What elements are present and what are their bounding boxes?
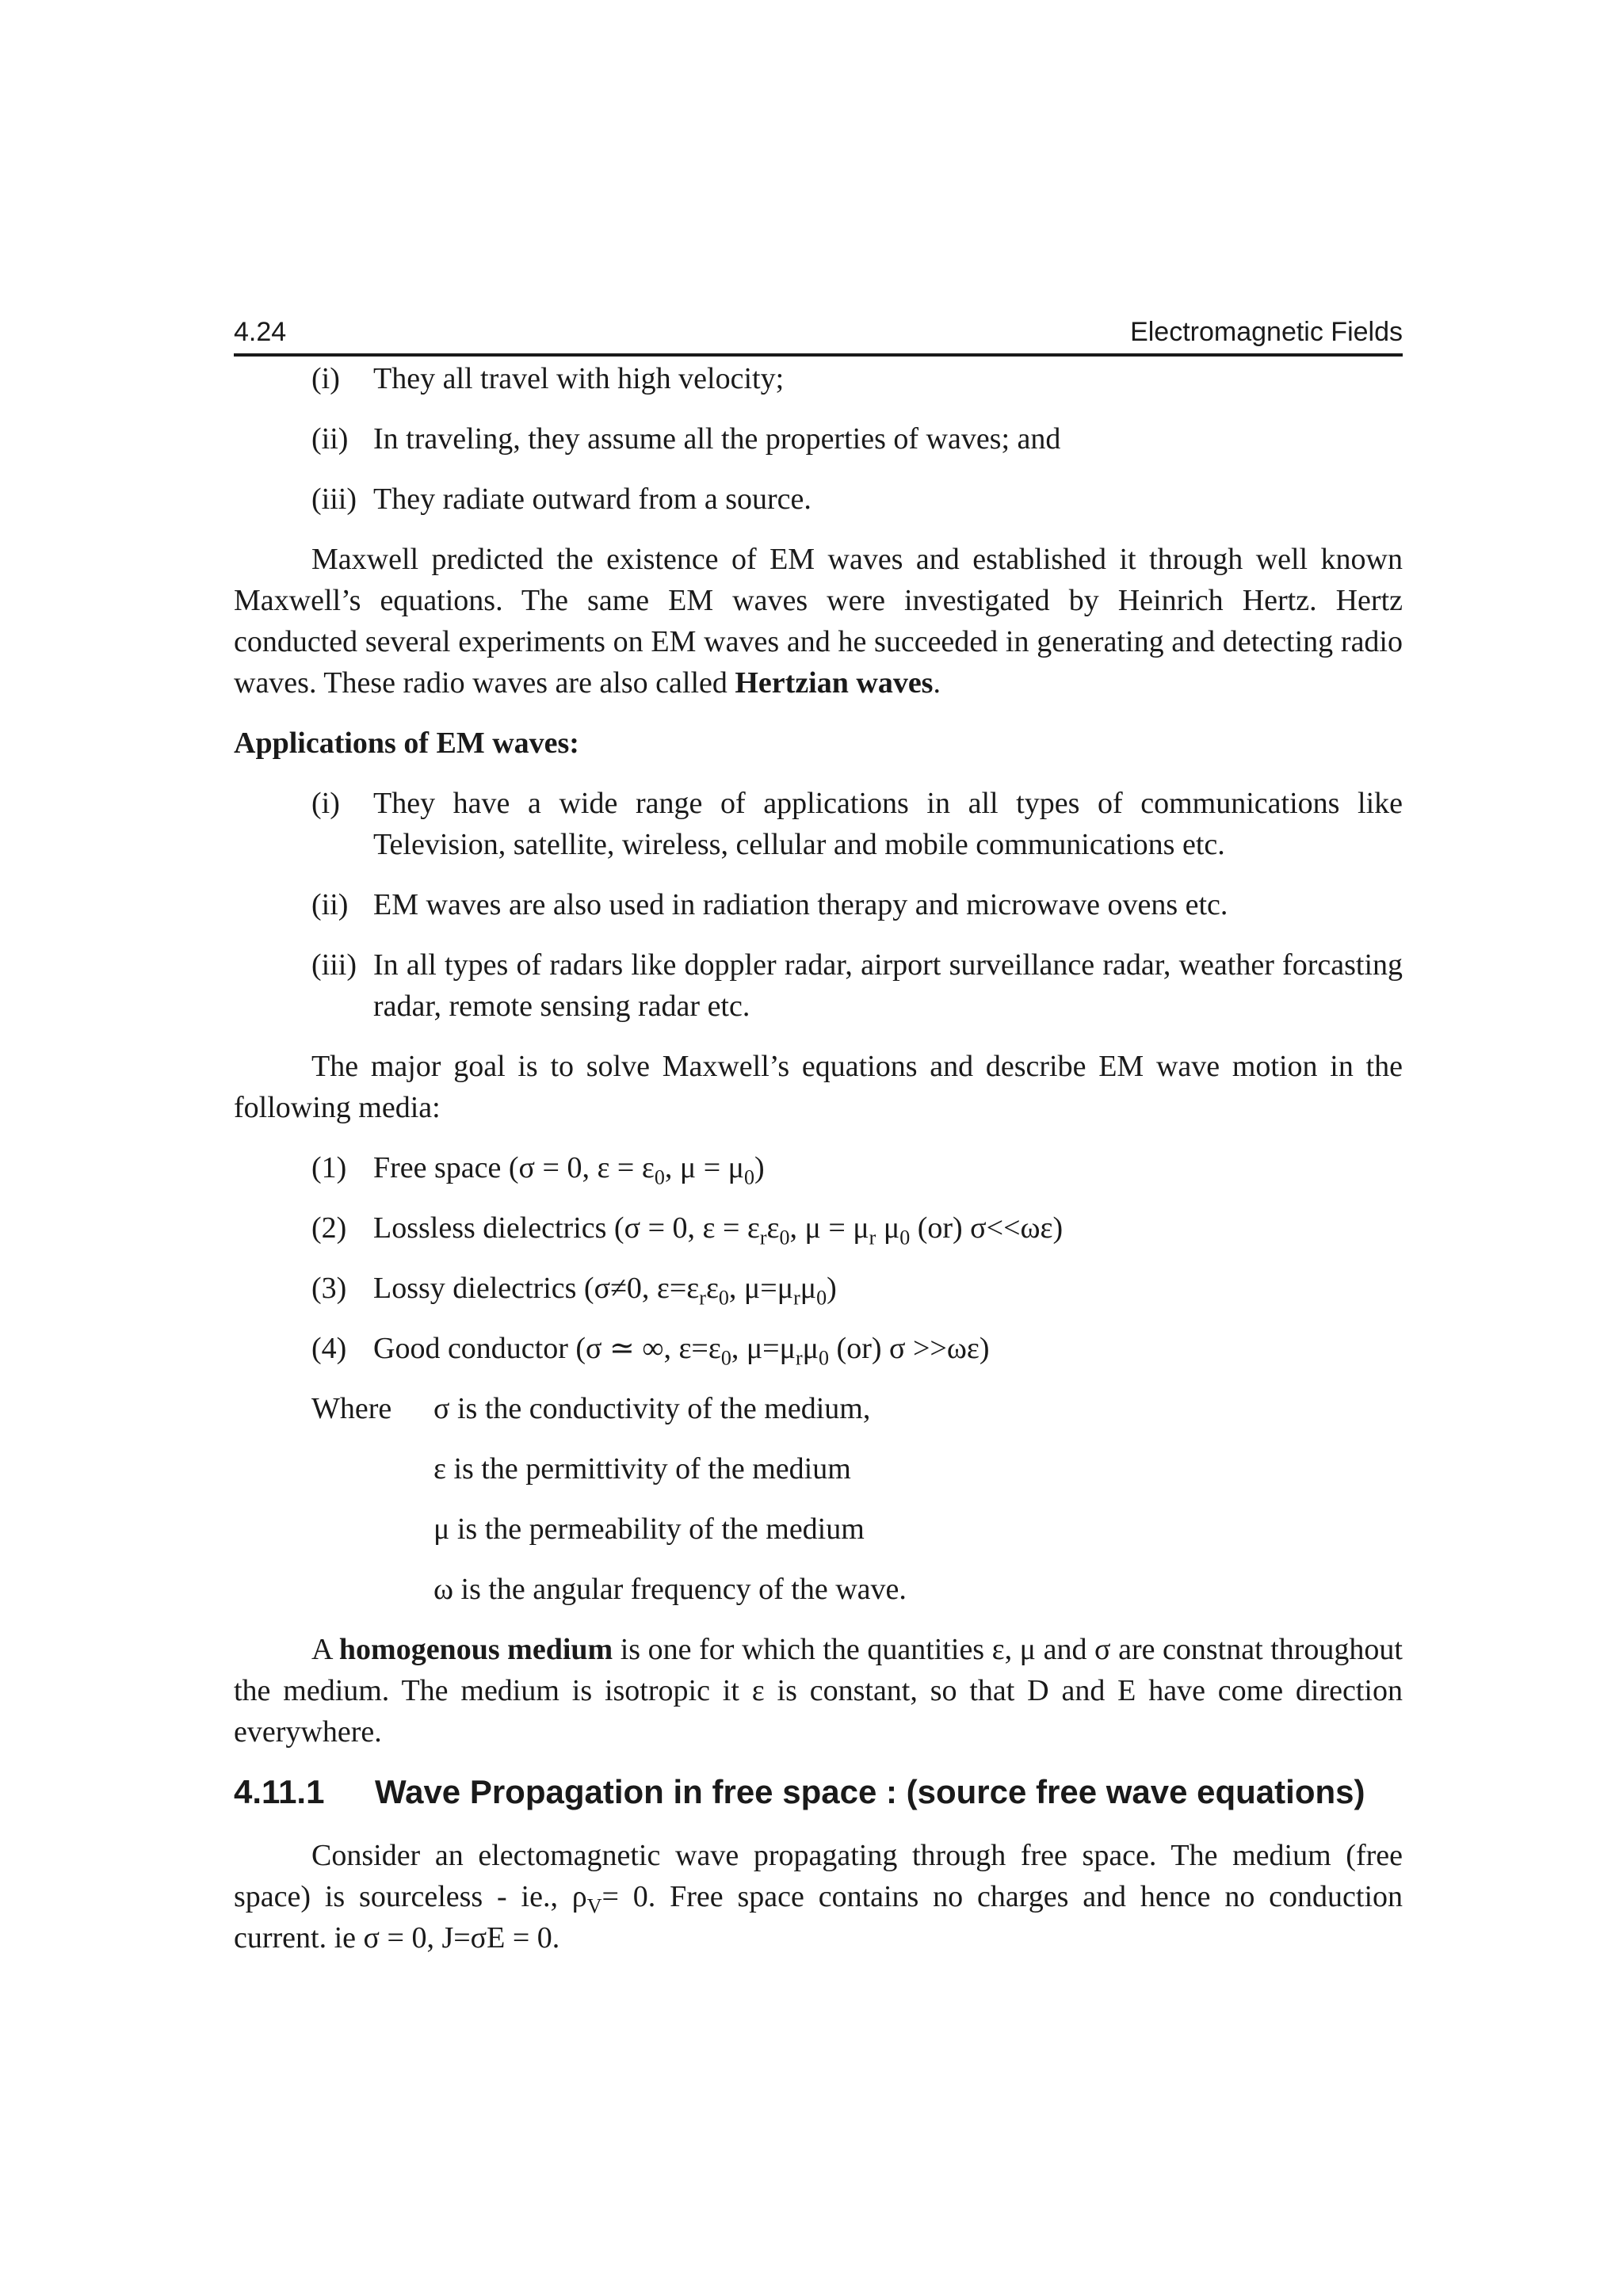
term-homogenous-medium: homogenous medium	[338, 1633, 613, 1666]
list-text: Lossy dielectrics (σ≠0, $\varepsilon=\varepsilon_r\varepsilon_0$, $\mu=\mu_r\mu_0$)	[373, 1272, 837, 1310]
where-definition	[311, 1569, 1403, 1610]
list-number: (3)	[311, 1272, 347, 1305]
list-number: (ii)	[311, 422, 349, 456]
section-title: Wave Propagation in free space : (source free wave equations)	[375, 1773, 1365, 1810]
list-text: Lossless dielectrics (σ = 0, $\varepsilon = \varepsilon_r\varepsilon_0$, $\mu = \mu_r$ $\mu_0$ (or) σ<<ωε)	[373, 1211, 1064, 1249]
where-label: Where	[311, 1392, 392, 1425]
list-item	[311, 944, 1403, 1027]
page-header	[234, 315, 1403, 357]
applications-heading: Applications of EM waves:	[234, 727, 579, 760]
where-definition	[311, 1448, 1403, 1489]
list-text: In traveling, they assume all the properties of waves; and	[373, 422, 1061, 456]
list-item	[311, 884, 1403, 925]
where-line: ω is the angular frequency of the wave.	[433, 1573, 907, 1606]
list-text: Free space (σ = 0, $\varepsilon = \varepsilon_0$, $\mu = \mu_0$)	[373, 1151, 765, 1189]
list-number: (ii)	[311, 888, 349, 921]
page-number: 4.24	[234, 317, 287, 347]
section-number: 4.11.1	[234, 1773, 325, 1810]
list-item	[311, 418, 1403, 460]
media-item-free-space	[311, 1147, 1403, 1188]
paragraph-free-space: Consider an electomagnetic wave propagating through free space. The medium (free space) is sourceless - ie., $\rho_V= 0$. Free space contains no charges and hence no conduction current. ie σ = 0, J=σE = 0.	[234, 1839, 1403, 1955]
where-line: σ is the conductivity of the medium,	[433, 1392, 871, 1425]
list-number: (1)	[311, 1151, 347, 1184]
list-text: They all travel with high velocity;	[373, 362, 785, 395]
list-text: In all types of radars like doppler radar, airport surveillance radar, weather forcasting radar, remote sensing radar etc.	[373, 948, 1403, 1023]
media-item-good-conductor	[311, 1328, 1403, 1369]
where-definition	[311, 1508, 1403, 1550]
running-title: Electromagnetic Fields	[1130, 317, 1403, 347]
paragraph-homogenous: A homogenous medium is one for which the quantities ε, μ and σ are constnat throughout the medium. The medium is isotropic it ε is constant, so that D and E have come direction everywhere.	[234, 1633, 1403, 1749]
term-hertzian-waves: Hertzian waves	[735, 666, 934, 700]
list-number: (iii)	[311, 948, 357, 982]
list-text: They have a wide range of applications in all types of communications like Television, satellite, wireless, cellular and mobile communications etc.	[373, 787, 1403, 861]
paragraph-maxwell: Maxwell predicted the existence of EM waves and established it through well known Maxwell’s equations. The same EM waves were investigated by Heinrich Hertz. Hertz conducted several experiments on EM waves and he succeeded in generating and detecting radio waves. These radio waves are also called Hertzian waves.	[234, 543, 1403, 700]
list-number: (4)	[311, 1332, 347, 1365]
paragraph-goal: The major goal is to solve Maxwell’s equations and describe EM wave motion in the following media:	[234, 1050, 1403, 1124]
list-number: (i)	[311, 362, 340, 395]
list-text: EM waves are also used in radiation therapy and microwave ovens etc.	[373, 888, 1228, 921]
list-number: (iii)	[311, 482, 357, 516]
media-item-lossless	[311, 1207, 1403, 1249]
page-body	[234, 358, 1403, 1978]
list-text: Good conductor (σ ≃ ∞, $\varepsilon=\varepsilon_0$, $\mu=\mu_r\mu_0$ (or) σ >>ωε)	[373, 1332, 990, 1370]
list-item	[311, 358, 1403, 399]
list-text: They radiate outward from a source.	[373, 482, 812, 516]
where-definition	[311, 1388, 1403, 1429]
media-item-lossy	[311, 1268, 1403, 1309]
list-number: (i)	[311, 787, 340, 820]
section-heading	[234, 1772, 1403, 1813]
list-number: (2)	[311, 1211, 347, 1245]
list-item	[311, 479, 1403, 520]
where-line: ε is the permittivity of the medium	[433, 1452, 851, 1486]
where-line: μ is the permeability of the medium	[433, 1512, 865, 1546]
list-item	[311, 783, 1403, 865]
